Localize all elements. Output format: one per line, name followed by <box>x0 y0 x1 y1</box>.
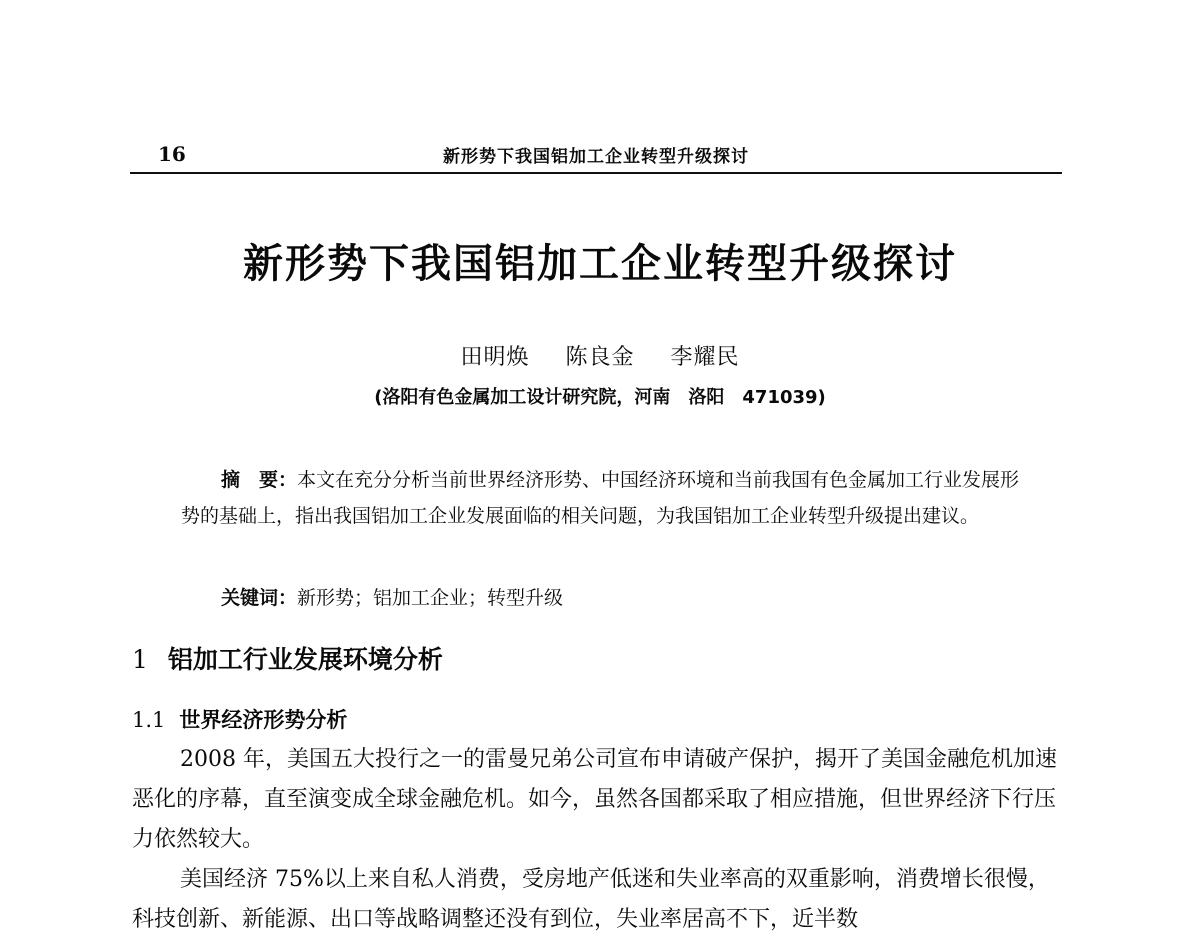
subsection-title: 世界经济形势分析 <box>179 708 348 732</box>
running-header-title: 新形势下我国铝加工企业转型升级探讨 <box>443 147 749 167</box>
body-paragraph: 2008 年，美国五大投行之一的雷曼兄弟公司宣布申请破产保护，揭开了美国金融危机加速恶化的序幕，直至演变成全球金融危机。如今，虽然各国都采取了相应措施，但世界经济下行压力依然较大。 <box>132 747 1057 852</box>
author-list <box>0 340 1200 371</box>
keywords-text: 新形势；铝加工企业；转型升级 <box>297 587 564 609</box>
section-heading <box>132 640 443 676</box>
section-number: 1 <box>132 645 148 674</box>
author-affiliation: (洛阳有色金属加工设计研究院，河南 洛阳 471039) <box>374 387 826 408</box>
body-text <box>132 740 1062 940</box>
subsection-heading <box>132 704 347 734</box>
author-name: 田明焕 <box>460 345 530 370</box>
abstract <box>181 462 1031 534</box>
running-header <box>130 138 1062 174</box>
body-paragraph: 美国经济 75%以上来自私人消费，受房地产低迷和失业率高的双重影响，消费增长很慢，科技创新、新能源、出口等战略调整还没有到位，失业率居高不下，近半数 <box>132 867 1050 932</box>
section-title: 铝加工行业发展环境分析 <box>167 645 443 674</box>
abstract-text: 本文在充分分析当前世界经济形势、中国经济环境和当前我国有色金属加工行业发展形势的基础上，指出我国铝加工企业发展面临的相关问题，为我国铝加工企业转型升级提出建议。 <box>181 469 1020 527</box>
subsection-number: 1.1 <box>132 708 166 732</box>
author-name: 李耀民 <box>670 345 740 370</box>
author-name: 陈良金 <box>565 345 635 370</box>
keywords-label: 关键词： <box>221 587 298 609</box>
abstract-label: 摘 要： <box>221 469 298 491</box>
article-title: 新形势下我国铝加工企业转型升级探讨 <box>243 240 957 287</box>
page-number: 16 <box>158 142 186 166</box>
keywords <box>221 580 563 616</box>
